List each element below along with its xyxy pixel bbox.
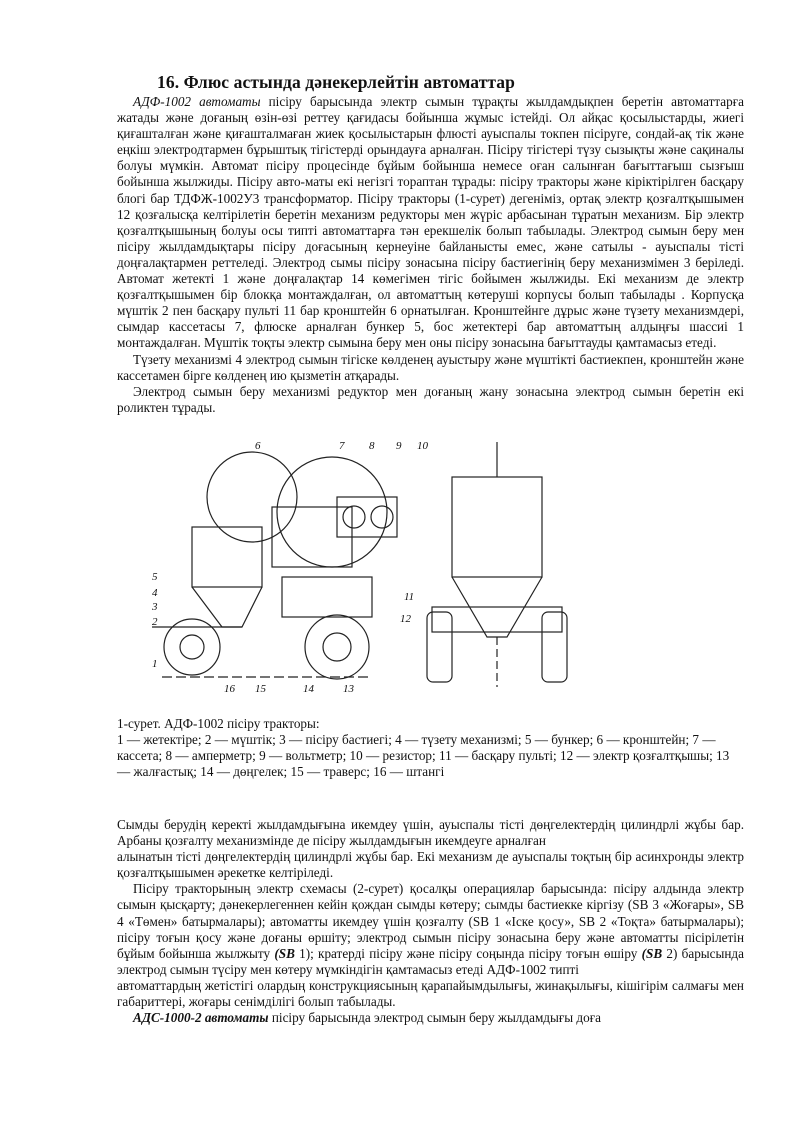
paragraph-2: Түзету механизмі 4 электрод сымын тігіске көлденең ауыстыру және мүштікті бастиекпен, кронштейн және кассетамен бірге көлденең ию қызметін атқарады. [117, 351, 744, 383]
callout-16: 16 [224, 683, 235, 695]
callout-4: 4 [152, 587, 158, 599]
voltmeter [371, 506, 393, 528]
callout-8: 8 [369, 440, 375, 452]
callout-2: 2 [152, 616, 158, 628]
side-wheel-left [427, 612, 452, 682]
rear-wheel [305, 615, 369, 679]
callout-9: 9 [396, 440, 402, 452]
cassette-drum [207, 452, 297, 542]
control-panel-disk [277, 457, 387, 567]
page-title: 16. Флюс астында дәнекерлейтін автоматтар [157, 72, 515, 92]
callout-12: 12 [400, 613, 411, 625]
automaton-name-2: АДС-1000-2 автоматы [133, 1010, 269, 1026]
paragraph-7: автоматтардың жетістігі олардың конструкциясының қарапайымдылығы, жинақылығы, кішігірім салмағы мен габариттері, жоғары сенімділігі болып табылады. [117, 977, 744, 1010]
callout-6: 6 [255, 440, 261, 452]
caption-title: 1-сурет. АДФ-1002 пісіру тракторы: [117, 716, 320, 731]
paragraph-5: алынатын тісті дөңгелектердің цилиндрлі жұбы бар. Екі механизм де ауыспалы тоқтың бір асинхронды электр қозғалтқышымен әрекетке келтіріледі. [117, 849, 744, 881]
motor-body [282, 577, 372, 617]
callout-7: 7 [339, 440, 345, 452]
tractor-drawing [132, 437, 602, 697]
paragraph-6: Пісіру тракторының электр схемасы (2-сурет) қосалқы операциялар барысында: пісіру алдында электр сымын қысқарту; дәнекерлегеннен кейін қождан сымды көтеру; сымды бастиекке кіргізу (SB 3 «Жоғары», SB 4 «Төмен» батырмалары); автоматты икемдеу үшін қозғалту (SB 1 «Іске қосу», SB 2 «Тоқта» батырмалары); пісіру тоғын қосу және доғаны өршіту; электрод сымын пісіру зонасына беру және автоматты пісірілетін бұйым бойынша жылжыту (SB 1); кратерді пісіру және пісіру соңында пісіру тоғын өшіру (SB 2) барысында электрод сымын түсіру мен көтеру мүмкіндігін қамтамасыз етеді АДФ-1002 типті [117, 881, 744, 977]
side-hopper [452, 477, 542, 577]
tractor-figure [132, 437, 602, 697]
callout-15: 15 [255, 683, 266, 695]
callout-3: 3 [152, 601, 158, 613]
paragraph-3: Электрод сымын беру механизмі редуктор мен доғаның жану зонасына электрод сымын беретін екі роликтен тұрады. [117, 383, 744, 415]
figure-caption [117, 716, 744, 780]
paragraph-8: АДС-1000-2 автоматы пісіру барысында электрод сымын беру жылдамдығы доға [133, 1010, 602, 1026]
hopper [192, 527, 262, 587]
automaton-name: АДФ-1002 автоматы [133, 94, 261, 109]
ammeter [343, 506, 365, 528]
paragraph-4: Сымды берудің керекті жылдамдығына икемдеу үшін, ауыспалы тісті дөңгелектердің цилиндрлі жұбы бар. Арбаны қозғалту механизмінде де пісіру жылдамдығын икемдеуге арналған [117, 817, 744, 849]
side-wheel-right [542, 612, 567, 682]
callout-13: 13 [343, 683, 354, 695]
paragraph-1: АДФ-1002 автоматы пісіру барысында электр сымын тұрақты жылдамдықпен беретін автоматтарға жатады және доғаның өзін-өзі реттеу қағидасы бойынша жұмыс істейді. Ол айқас қосылыстарды, жиегі қиғашталған және қиғашталмаған жиек қосылыстарын флюсті ауыспалы токпен пісіруге, сондай-ақ тік және еңкіш электродтармен бұрыштық тігістерді орындауға арналған. Пісіру тігістері түзу сызықты және сақиналы болуы мүмкін. Автомат пісіру процесінде бұйым бойынша немесе оған салынған бағыттағыш сызғыш бойынша жылжиды. Пісіру авто-маты екі негізгі тораптан тұрады: пісіру тракторы және кіріктірілген басқару блогі бар ТДФЖ-1002У3 трансформатор. Пісіру тракторы (1-сурет) дегеніміз, ортақ электр қозғалтқышымен 12 қозғалысқа келтірілетін беретін механизм редукторы мен жүріс арбасынан тұратын механизм. Бір электр қозғалтқышының болуы осы типті автоматтарға тән ерекшелік болып табылады. Электрод сымын беру мен пісіру жылдамдықтары пісіру доғасының кернеуіне байланысты емес, және сатылы - ауыспалы тісті доңғалақтармен реттеледі. Электрод сымы пісіру зонасына пісіру бастиегінің беру механизмімен 3 беріледі. Автомат жетекті 1 және доңғалақтар 14 көмегімен тігіс бойымен жылжиды. Екі механизм де электр қозғалтқышымен бір блокқа монтаждалған, ол автоматтың көтеруші корпусы болып табылады . Корпусқа мүштік 2 пен басқару пульті 11 бар кронштейн 6 орнатылған. Кронштейнге дұрыс және түзету механизмдері, сымдар кассетасы 7, флюске арналған бункер 5, бос жетектері бар автоматтың алдыңғы шассиі 1 монтаждалған. Мүштік тоқты электр сымына беру мен оны пісіру зонасына бағыттауды қамтамасыз етеді. [117, 94, 744, 351]
meters-box [337, 497, 397, 537]
main-text [117, 72, 744, 416]
caption-legend: 1 — жетектіре; 2 — мүштік; 3 — пісіру бастиегі; 4 — түзету механизмі; 5 — бункер; 6 — кронштейн; 7 — кассета; 8 — амперметр; 9 — вольтметр; 10 — резистор; 11 — басқару пульті; 12 — электр қозғалтқышы; 13 — жалғастық; 14 — дөңгелек; 15 — траверс; 16 — штангі [117, 732, 730, 779]
callout-1: 1 [152, 658, 158, 670]
lower-text [117, 817, 744, 1026]
callout-14: 14 [303, 683, 314, 695]
callout-10: 10 [417, 440, 428, 452]
callout-5: 5 [152, 571, 158, 583]
callout-11: 11 [404, 591, 415, 603]
